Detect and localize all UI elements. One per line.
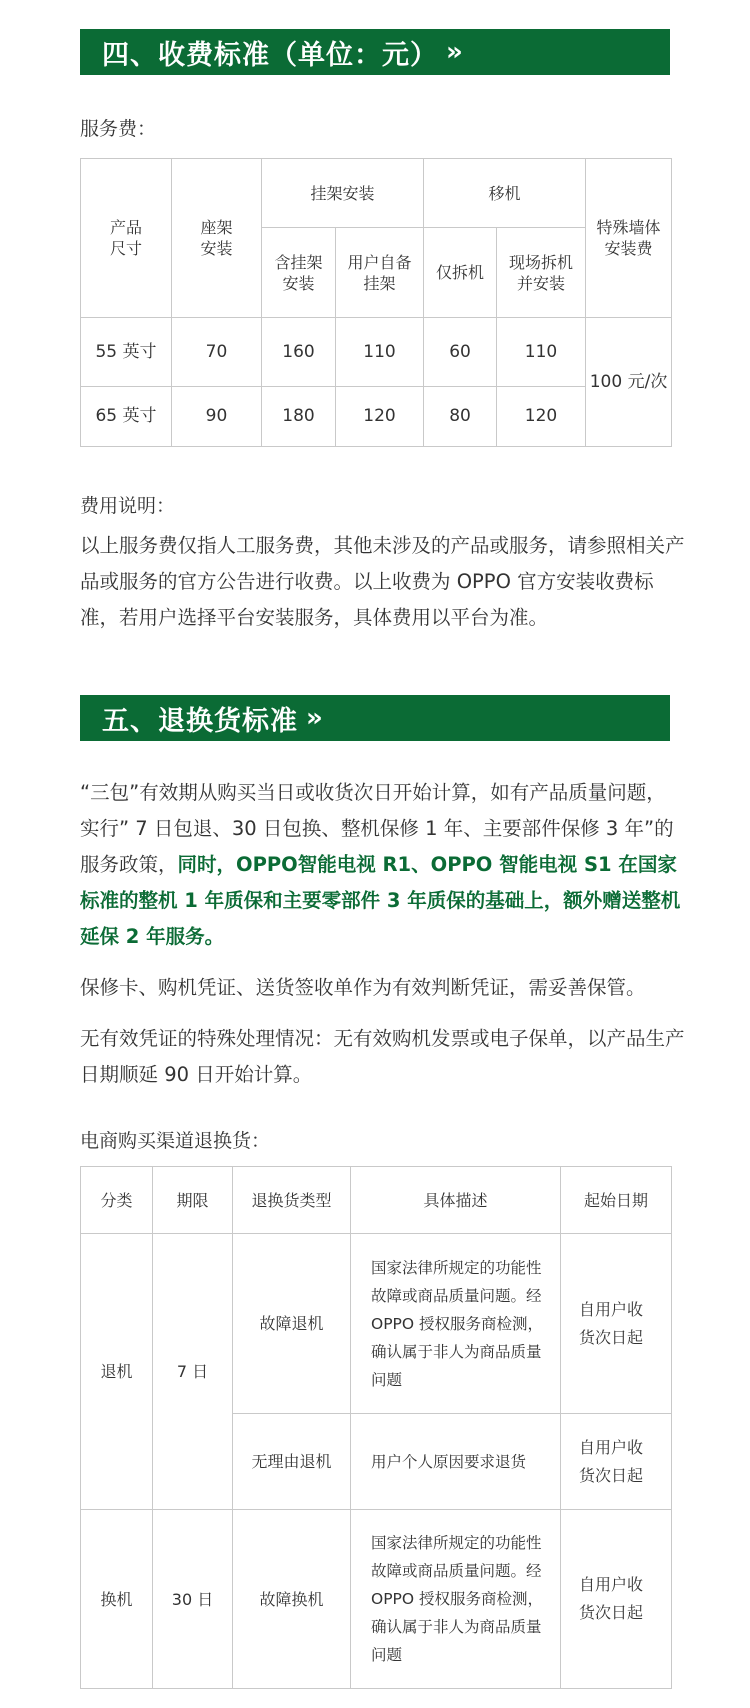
header-period: 期限 [153, 1167, 233, 1234]
header-remove-install: 现场拆机 并安装 [497, 228, 586, 318]
stand-price: 90 [172, 387, 262, 447]
table-row [81, 318, 672, 387]
period-exchange: 30 日 [153, 1510, 233, 1689]
fee-table [80, 158, 672, 447]
header-with-bracket: 含挂架 安装 [262, 228, 336, 318]
start-fault-exchange: 自用户收货次日起 [561, 1510, 672, 1689]
stand-price: 70 [172, 318, 262, 387]
policy-text: “三包”有效期从购买当日或收货次日开始计算，如有产品质量问题，实行” 7 日包退、30 日包换、整机保修 1 年、主要部件保修 3 年”的服务政策， [80, 781, 674, 876]
start-fault-return: 自用户收货次日起 [561, 1234, 672, 1414]
service-fee-label: 服务费： [80, 118, 157, 140]
ecom-return-label: 电商购买渠道退换货： [80, 1130, 271, 1152]
own-bracket-price: 120 [336, 387, 424, 447]
own-bracket-price: 110 [336, 318, 424, 387]
desc-noreason-return: 用户个人原因要求退货 [351, 1414, 561, 1510]
type-fault-return: 故障退机 [233, 1234, 351, 1414]
special-wall-fee: 100 元/次 [586, 318, 672, 447]
remove-install-price: 120 [497, 387, 586, 447]
type-fault-exchange: 故障换机 [233, 1510, 351, 1689]
size-cell: 55 英寸 [81, 318, 172, 387]
header-start-date: 起始日期 [561, 1167, 672, 1234]
header-stand-install: 座架 安装 [172, 159, 262, 318]
remove-install-price: 110 [497, 318, 586, 387]
section4-title: 四、收费标准（单位：元） [102, 39, 438, 71]
header-category: 分类 [81, 1167, 153, 1234]
return-table [80, 1166, 672, 1689]
desc-fault-return: 国家法律所规定的功能性故障或商品质量问题。经 OPPO 授权服务商检测，确认属于非人为商品质量问题 [351, 1234, 561, 1414]
start-noreason-return: 自用户收货次日起 [561, 1414, 672, 1510]
chevron-right-icon: » [446, 37, 464, 67]
with-bracket-price: 180 [262, 387, 336, 447]
category-return: 退机 [81, 1234, 153, 1510]
policy-highlight: 同时，OPPO智能电视 R1、OPPO 智能电视 S1 在国家标准的整机 1 年质保和主要零部件 3 年质保的基础上，额外赠送整机延保 2 年服务。 [80, 853, 681, 948]
size-cell: 65 英寸 [81, 387, 172, 447]
category-exchange: 换机 [81, 1510, 153, 1689]
fee-note-text: 以上服务费仅指人工服务费，其他未涉及的产品或服务，请参照相关产品或服务的官方公告进行收费。以上收费为 OPPO 官方安装收费标准，若用户选择平台安装服务，具体费用以平台为准。 [80, 534, 685, 629]
chevron-right-icon: » [306, 703, 324, 733]
header-description: 具体描述 [351, 1167, 561, 1234]
with-bracket-price: 160 [262, 318, 336, 387]
table-row [81, 1234, 672, 1414]
section5-title: 五、退换货标准 [102, 705, 298, 737]
remove-only-price: 60 [424, 318, 497, 387]
type-noreason-return: 无理由退机 [233, 1414, 351, 1510]
no-voucher-paragraph: 无有效凭证的特殊处理情况：无有效购机发票或电子保单，以产品生产日期顺延 90 日开始计算。 [80, 1027, 685, 1086]
section4-banner [80, 29, 670, 75]
fee-note-label: 费用说明： [80, 495, 176, 517]
header-move: 移机 [424, 159, 586, 228]
header-special-wall: 特殊墙体 安装费 [586, 159, 672, 318]
desc-fault-exchange: 国家法律所规定的功能性故障或商品质量问题。经 OPPO 授权服务商检测，确认属于非人为商品质量问题 [351, 1510, 561, 1689]
header-remove-only: 仅拆机 [424, 228, 497, 318]
table-row [81, 387, 672, 447]
policy-paragraph [80, 775, 685, 955]
voucher-paragraph: 保修卡、购机凭证、送货签收单作为有效判断凭证，需妥善保管。 [80, 976, 646, 999]
section5-banner [80, 695, 670, 741]
header-own-bracket: 用户自备 挂架 [336, 228, 424, 318]
header-type: 退换货类型 [233, 1167, 351, 1234]
table-row [81, 1510, 672, 1689]
remove-only-price: 80 [424, 387, 497, 447]
header-product-size: 产品 尺寸 [81, 159, 172, 318]
period-return: 7 日 [153, 1234, 233, 1510]
header-wallmount: 挂架安装 [262, 159, 424, 228]
